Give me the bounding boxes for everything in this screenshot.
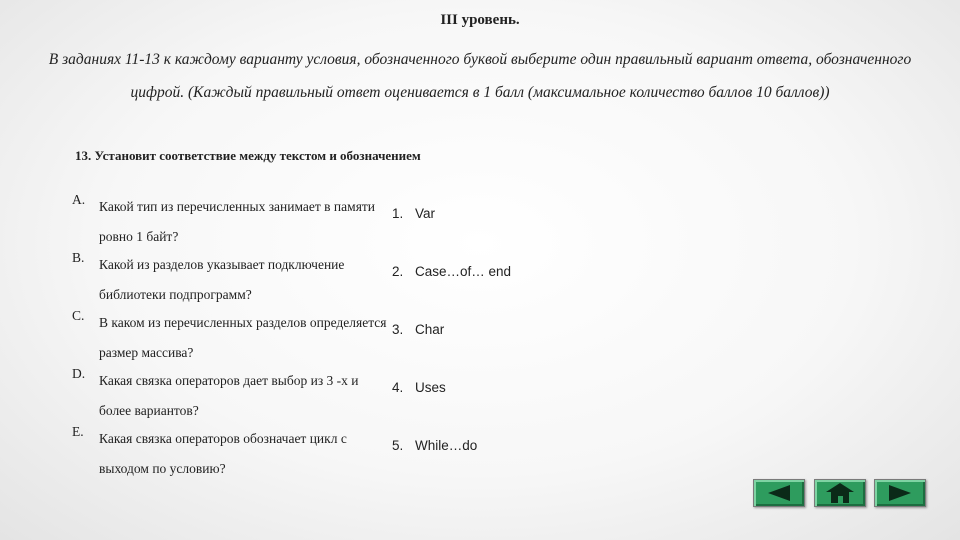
answer-number: 4. xyxy=(392,380,404,395)
item-question: В каком из перечисленных разделов определяется размер массива? xyxy=(99,315,387,360)
answer-text: Uses xyxy=(415,380,446,395)
match-row-e xyxy=(72,424,932,482)
answer-option xyxy=(392,438,477,453)
answer-text: Char xyxy=(415,322,445,337)
match-row-c xyxy=(72,308,932,366)
answer-text: While…do xyxy=(415,438,478,453)
next-slide-button[interactable] xyxy=(874,479,926,507)
answer-option xyxy=(392,264,511,279)
match-row-d xyxy=(72,366,932,424)
match-row-a xyxy=(72,192,932,250)
question-title: 13. Установит соответствие между текстом и обозначением xyxy=(75,148,421,163)
triangle-right-icon xyxy=(885,483,915,503)
item-letter: A. xyxy=(72,192,86,207)
slide-heading: III уровень. xyxy=(440,12,520,28)
item-letter: E. xyxy=(72,424,84,439)
item-letter: C. xyxy=(72,308,85,323)
answer-text: Case…of… end xyxy=(415,264,512,279)
answer-number: 5. xyxy=(392,438,404,453)
item-question: Какой тип из перечисленных занимает в памяти ровно 1 байт? xyxy=(99,199,376,244)
home-button[interactable] xyxy=(814,479,866,507)
answer-option xyxy=(392,322,444,337)
answer-text: Var xyxy=(415,206,436,221)
answer-number: 1. xyxy=(392,206,404,221)
answer-option xyxy=(392,380,446,395)
triangle-left-icon xyxy=(764,483,794,503)
item-letter: D. xyxy=(72,366,86,381)
item-question: Какой из разделов указывает подключение библиотеки подпрограмм? xyxy=(99,257,345,302)
previous-slide-button[interactable] xyxy=(753,479,805,507)
item-letter: B. xyxy=(72,250,85,265)
item-question: Какая связка операторов дает выбор из 3 -х и более вариантов? xyxy=(99,373,359,418)
answer-number: 3. xyxy=(392,322,404,337)
task-instructions: В заданиях 11-13 к каждому варианту условия, обозначенного буквой выберите один правильный вариант ответа, обозначенного цифрой. (Каждый правильный ответ оценивается в 1 балл (максимальное количество баллов 10 баллов)) xyxy=(48,51,912,101)
match-row-b xyxy=(72,250,932,308)
answer-number: 2. xyxy=(392,264,404,279)
house-icon xyxy=(823,481,857,505)
item-question: Какая связка операторов обозначает цикл с выходом по условию? xyxy=(99,431,347,476)
answer-option xyxy=(392,206,435,221)
